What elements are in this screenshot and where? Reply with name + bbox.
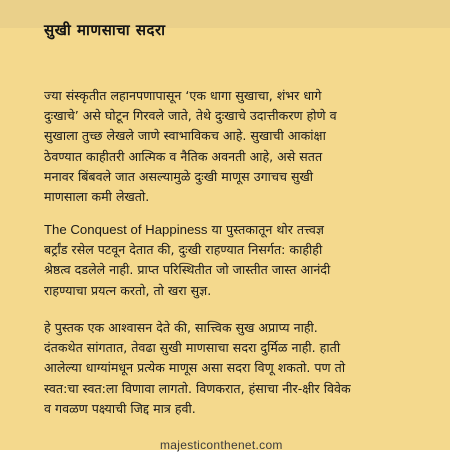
text-line: श्रेष्ठत्व दडलेले नाही. प्राप्त परिस्थितीत जो जास्तीत जास्त आनंदी <box>44 262 331 278</box>
text-line: व गवळण पक्ष्याची जिद्द मात्र हवी. <box>44 400 196 416</box>
text-line: मनावर बिंबवले जात असल्यामुळे दुःखी माणूस उगाचच सुखी <box>44 168 314 184</box>
text-line: दंतकथेत सांगतात, तेवढा सुखी माणसाचा सदरा दुर्मिळ नाही. हाती <box>44 340 341 356</box>
paragraph-intro <box>44 86 436 207</box>
text-line: आलेल्या धाग्यांमधून प्रत्येक माणूस असा सदरा विणू शकतो. पण तो <box>44 360 346 376</box>
text-line: दुःखाचे’ असे घोटून गिरवले जाते, तेथे दुःखाचे उदात्तीकरण होणे व <box>44 108 337 124</box>
text-line <box>44 220 436 240</box>
text-line: हे पुस्तक एक आश्वासन देते की, सात्त्विक सुख अप्राप्य नाही. <box>44 320 318 335</box>
text-line: ज्या संस्कृतीत लहानपणापासून ‘एक धागा सुखाचा, शंभर धागे <box>44 88 322 103</box>
text-line: स्वत:चा स्वत:ला विणावा लागतो. विणकरात, हंसाचा नीर-क्षीर विवेक <box>44 380 351 396</box>
page-title: सुखी माणसाचा सदरा <box>44 21 166 39</box>
watermark-url: majesticonthenet.com <box>160 438 283 452</box>
text-line: राहण्याचा प्रयत्न करतो, तो खरा सुज्ञ. <box>44 282 212 298</box>
text-line: माणसाला कमी लेखतो. <box>44 189 150 205</box>
text-line: ठेवण्यात काहीतरी आत्मिक व नैतिक अवनती आहे, असे सतत <box>44 148 323 164</box>
text-line: बर्ट्रांड रसेल पटवून देतात की, दुःखी राहण्यात निसर्गत: काहीही <box>44 242 323 258</box>
text-line: सुखाला तुच्छ लेखले जाणे स्वाभाविकच आहे. सुखाची आकांक्षा <box>44 128 326 144</box>
paragraph-closing <box>44 318 436 419</box>
book-title: The Conquest of Happiness <box>44 222 208 237</box>
paragraph-russell <box>44 220 436 301</box>
text-fragment: या पुस्तकातून थोर तत्त्वज्ञ <box>207 222 324 237</box>
